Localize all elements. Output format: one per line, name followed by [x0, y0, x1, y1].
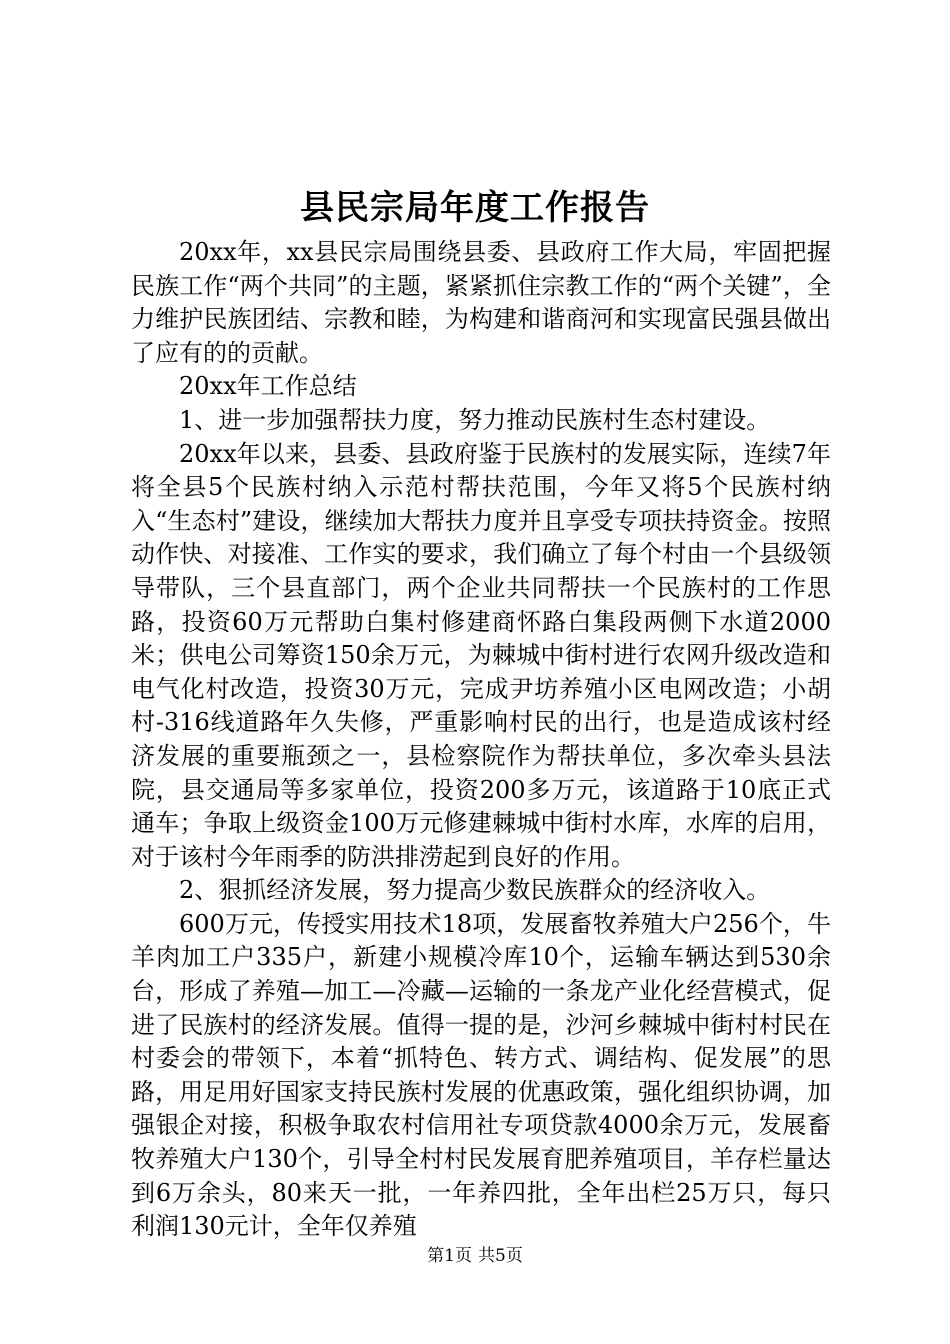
page-number: 第1页: [427, 1246, 472, 1266]
document-body: [131, 236, 831, 1244]
document-title: 县民宗局年度工作报告: [300, 188, 650, 228]
section-heading-summary: 20xx年工作总结: [179, 372, 357, 401]
subheading-1: 1、进一步加强帮扶力度，努力推动民族村生态村建设。: [179, 405, 771, 434]
paragraph-economy: 600万元，传授实用技术18项，发展畜牧养殖大户256个，牛羊肉加工户335户，新建小规模冷库10个，运输车辆达到530余台，形成了养殖—加工—冷藏—运输的一条龙产业化经营模式，促进了民族村的经济发展。值得一提的是，沙河乡棘城中街村村民在村委会的带领下，本着“抓特色、转方式、调结构、促发展”的思路，用足用好国家支持民族村发展的优惠政策，强化组织协调，加强银企对接，积极争取农村信用社专项贷款4000余万元，发展畜牧养殖大户130个，引导全村村民发展育肥养殖项目，羊存栏量达到6万余头，80来天一批，一年养四批，全年出栏25万只，每只利润130元计，全年仅养殖: [131, 909, 831, 1241]
paragraph-assistance: 20xx年以来，县委、县政府鉴于民族村的发展实际，连续7年将全县5个民族村纳入示范村帮扶范围，今年又将5个民族村纳入“生态村”建设，继续加大帮扶力度并且享受专项扶持资金。按照动作快、对接准、工作实的要求，我们确立了每个村由一个县级领导带队，三个县直部门，两个企业共同帮扶一个民族村的工作思路，投资60万元帮助白集村修建商怀路白集段两侧下水道2000米；供电公司筹资150余万元，为棘城中街村进行农网升级改造和电气化村改造，投资30万元，完成尹坊养殖小区电网改造；小胡村-316线道路年久失修，严重影响村民的出行，也是造成该村经济发展的重要瓶颈之一，县检察院作为帮扶单位，多次牵头县法院，县交通局等多家单位，投资200多万元，该道路于10底正式通车；争取上级资金100万元修建棘城中街村水库，水库的启用，对于该村今年雨季的防洪排涝起到良好的作用。: [131, 439, 831, 871]
page-footer: [0, 1244, 950, 1268]
subheading-2: 2、狠抓经济发展，努力提高少数民族群众的经济收入。: [179, 876, 771, 905]
paragraph-intro: 20xx年，xx县民宗局围绕县委、县政府工作大局，牢固把握民族工作“两个共同”的主题，紧紧抓住宗教工作的“两个关键”，全力维护民族团结、宗教和睦，为构建和谐商河和实现富民强县做出了应有的的贡献。: [131, 238, 831, 367]
page-total: 共5页: [478, 1246, 523, 1266]
